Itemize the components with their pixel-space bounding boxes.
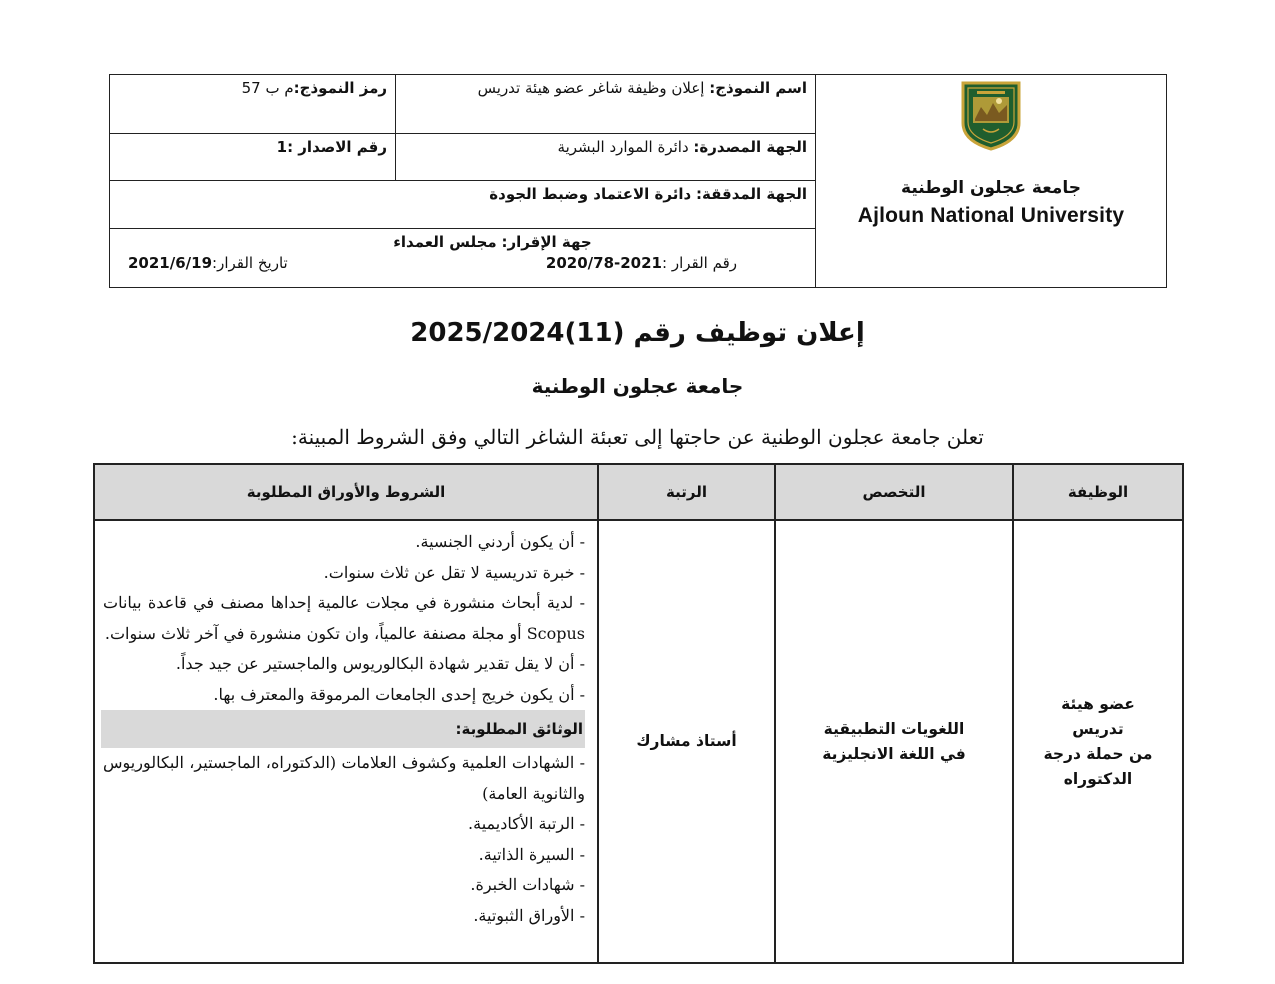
- header-rank: الرتبة: [598, 464, 775, 520]
- announcement-title: إعلان توظيف رقم (11)2025/2024: [410, 318, 865, 348]
- job-cell: [1013, 520, 1183, 963]
- auditor-value: دائرة الاعتماد وضبط الجودة: [489, 185, 692, 203]
- decision-date-label: تاريخ القرار:: [212, 254, 288, 272]
- announcement-university: جامعة عجلون الوطنية: [531, 374, 744, 398]
- documents-heading: الوثائق المطلوبة:: [101, 710, 585, 748]
- version-label: رقم الاصدار :: [287, 138, 387, 156]
- job-line: تدريس: [1072, 719, 1124, 738]
- spec-line: في اللغة الانجليزية: [822, 744, 966, 763]
- form-code-label: رمز النموذج:: [293, 79, 387, 97]
- issuer-value: دائرة الموارد البشرية: [557, 138, 689, 156]
- document-item: - الأوراق الثبوتية.: [473, 905, 585, 925]
- form-name-value: إعلان وظيفة شاغر عضو هيئة تدريس: [477, 79, 705, 97]
- job-line: من حملة درجة: [1043, 744, 1153, 763]
- decision-no-value: 2021-2020/78: [545, 254, 662, 272]
- spec-line: اللغويات التطبيقية: [823, 719, 965, 738]
- document-item: - الشهادات العلمية وكشوف العلامات (الدكتوراه، الماجستير، البكالوريوس والثانوية العامة): [103, 753, 585, 803]
- rank-cell: [598, 520, 775, 963]
- announcement-intro: تعلن جامعة عجلون الوطنية عن حاجتها إلى تعبئة الشاغر التالي وفق الشروط المبينة:: [291, 425, 984, 449]
- document-item: - شهادات الخبرة.: [470, 875, 585, 894]
- header-job: الوظيفة: [1013, 464, 1183, 520]
- version-cell: [110, 134, 396, 181]
- approval-value: مجلس العمداء: [393, 233, 497, 251]
- version-value: 1: [276, 138, 288, 156]
- form-name-cell: [396, 75, 816, 134]
- form-header-table: [109, 74, 1167, 288]
- job-line: الدكتوراه: [1063, 769, 1133, 788]
- university-cell: [816, 75, 1167, 288]
- auditor-cell: [110, 181, 816, 229]
- form-code-value: م ب 57: [241, 79, 294, 97]
- rank-value: أستاذ مشارك: [636, 732, 737, 750]
- approval-label: جهة الإقرار:: [501, 233, 592, 251]
- decision-row: [118, 253, 807, 274]
- university-name-en: Ajloun National University: [857, 204, 1125, 227]
- approval-cell: [110, 229, 816, 288]
- condition-item: - لدية أبحاث منشورة في مجلات عالمية إحداها مصنف في قاعدة بيانات Scopus أو مجلة مصنفة عالمياً، وان تكون منشورة في آخر ثلاث سنوات.: [103, 593, 585, 643]
- decision-no-label: رقم القرار :: [662, 254, 737, 272]
- university-logo: [959, 79, 1023, 151]
- header-specialization: التخصص: [775, 464, 1013, 520]
- issuer-cell: [396, 134, 816, 181]
- condition-item: - خبرة تدريسية لا تقل عن ثلاث سنوات.: [323, 562, 585, 582]
- issuer-label: الجهة المصدرة:: [693, 138, 807, 156]
- form-code-cell: [110, 75, 396, 134]
- document-item: - السيرة الذاتية.: [478, 844, 585, 864]
- specialization-cell: [775, 520, 1013, 963]
- auditor-label: الجهة المدققة:: [695, 185, 807, 203]
- condition-item: - أن يكون خريج إحدى الجامعات المرموقة والمعترف بها.: [213, 684, 585, 704]
- decision-date-value: 2021/6/19: [128, 254, 213, 272]
- form-name-label: اسم النموذج:: [709, 79, 807, 97]
- condition-item: - أن لا يقل تقدير شهادة البكالوريوس والماجستير عن جيد جداً.: [175, 654, 585, 673]
- job-table: [93, 463, 1184, 964]
- university-name-ar: جامعة عجلون الوطنية: [901, 178, 1081, 198]
- conditions-cell: [94, 520, 598, 963]
- job-line: عضو هيئة: [1061, 694, 1135, 713]
- header-conditions: الشروط والأوراق المطلوبة: [94, 464, 598, 520]
- document-item: - الرتبة الأكاديمية.: [468, 814, 585, 833]
- condition-item: - أن يكون أردني الجنسية.: [415, 532, 585, 551]
